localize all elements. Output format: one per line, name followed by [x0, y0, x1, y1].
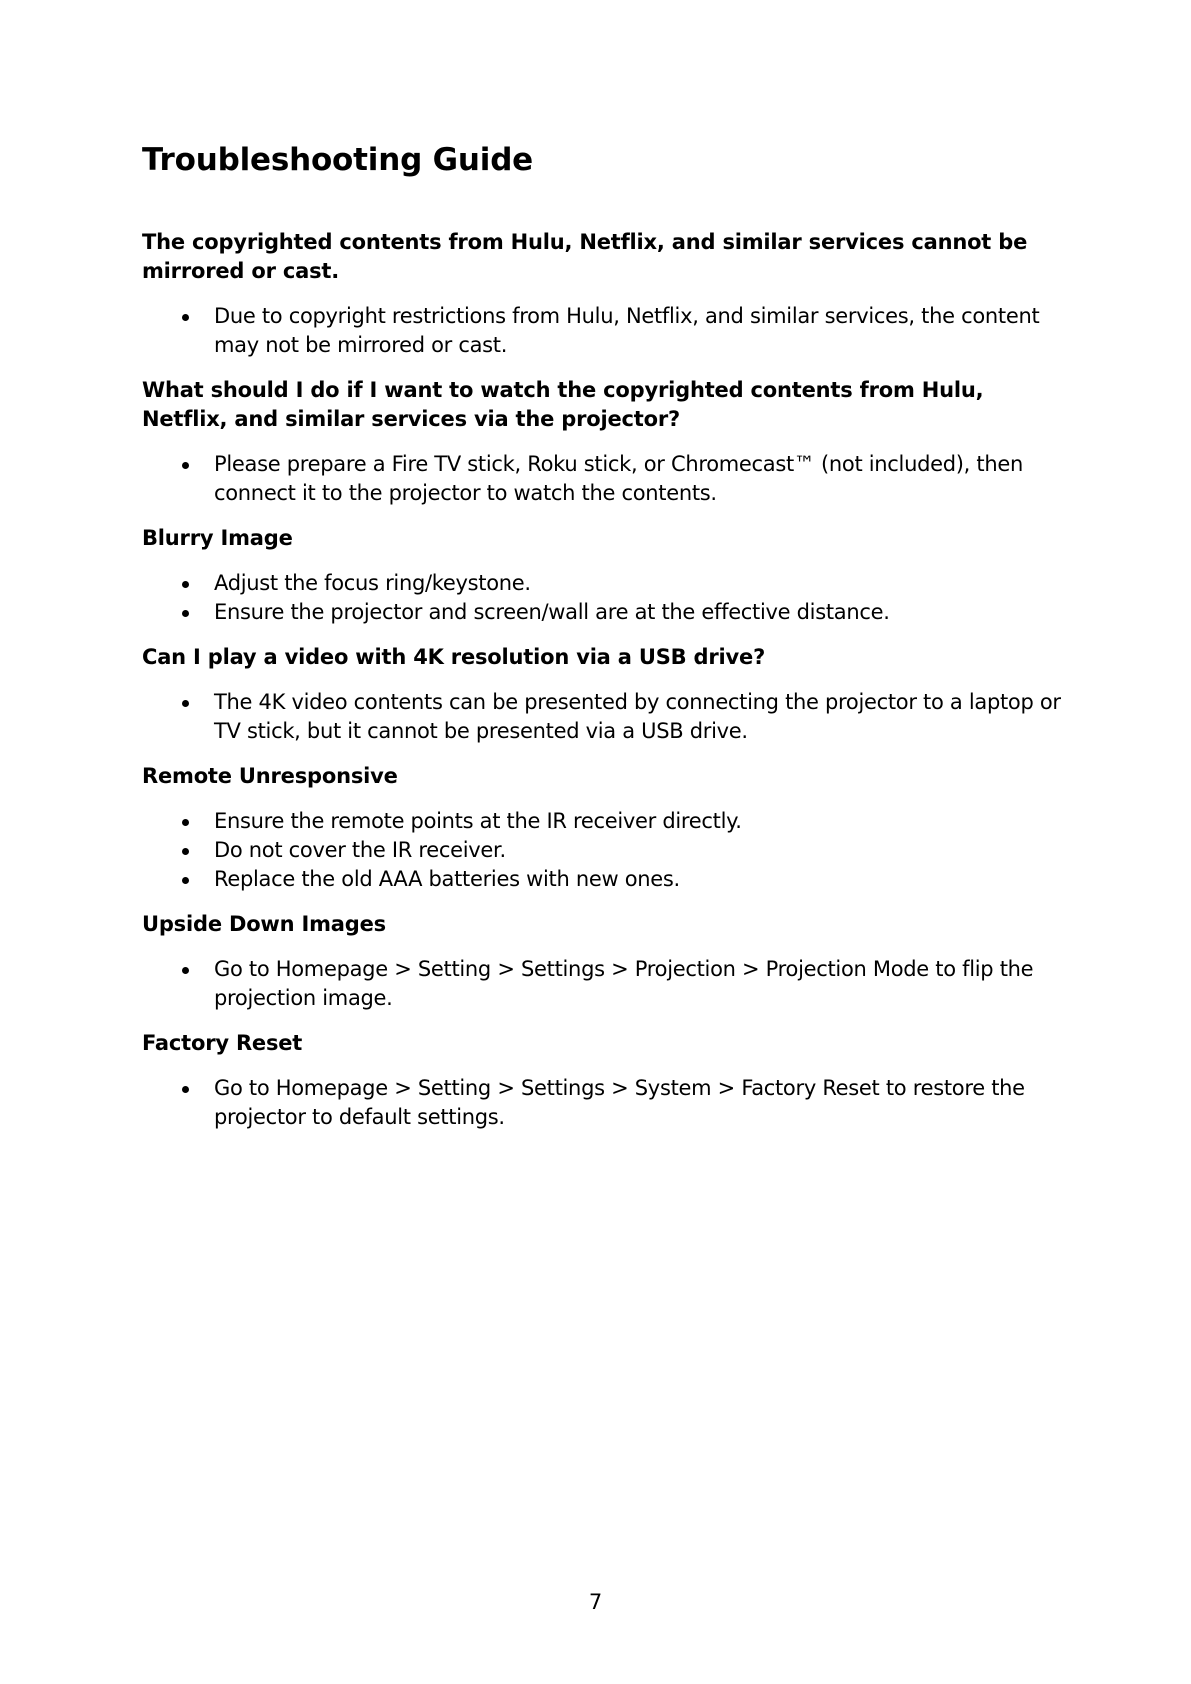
- bullet-list: [142, 688, 1062, 746]
- list-item-text: Please prepare a Fire TV stick, Roku stick, or Chromecast™ (not included), then connect it to the projector to watch the contents.: [214, 452, 1023, 505]
- bullet-icon: [182, 462, 189, 469]
- bullet-icon: [182, 581, 189, 588]
- section-heading: What should I do if I want to watch the copyrighted contents from Hulu, Netflix, and similar services via the projector?: [142, 378, 984, 431]
- list-item-text: Go to Homepage > Setting > Settings > Projection > Projection Mode to flip the projection image.: [214, 957, 1034, 1010]
- section-watch-copyrighted: [142, 376, 1062, 508]
- bullet-list: [142, 955, 1062, 1013]
- bullet-list: [142, 807, 1062, 894]
- list-item: [142, 955, 1062, 1013]
- section-remote-unresponsive: [142, 762, 1062, 894]
- section-blurry-image: [142, 524, 1062, 627]
- list-item-text: Replace the old AAA batteries with new ones.: [214, 867, 680, 891]
- section-heading: Upside Down Images: [142, 912, 386, 936]
- section-heading: Blurry Image: [142, 526, 293, 550]
- list-item: [142, 836, 1062, 865]
- list-item: [142, 865, 1062, 894]
- list-item: [142, 450, 1062, 508]
- section-heading: Can I play a video with 4K resolution via a USB drive?: [142, 645, 766, 669]
- bullet-icon: [182, 700, 189, 707]
- bullet-icon: [182, 877, 189, 884]
- list-item-text: Due to copyright restrictions from Hulu, Netflix, and similar services, the content may not be mirrored or cast.: [214, 304, 1040, 357]
- section-heading: Remote Unresponsive: [142, 764, 398, 788]
- page-title: Troubleshooting Guide: [142, 142, 534, 178]
- section-upside-down-images: [142, 910, 1062, 1013]
- list-item: [142, 569, 1062, 598]
- list-item-text: Go to Homepage > Setting > Settings > System > Factory Reset to restore the projector to default settings.: [214, 1076, 1025, 1129]
- bullet-list: [142, 1074, 1062, 1132]
- section-copyright-mirroring: [142, 228, 1062, 360]
- list-item-text: Ensure the remote points at the IR receiver directly.: [214, 809, 742, 833]
- bullet-icon: [182, 848, 189, 855]
- bullet-icon: [182, 967, 189, 974]
- list-item: [142, 807, 1062, 836]
- bullet-icon: [182, 819, 189, 826]
- list-item-text: The 4K video contents can be presented by connecting the projector to a laptop or TV stick, but it cannot be presented via a USB drive.: [214, 690, 1061, 743]
- list-item-text: Adjust the focus ring/keystone.: [214, 571, 531, 595]
- section-heading: Factory Reset: [142, 1031, 303, 1055]
- bullet-list: [142, 450, 1062, 508]
- list-item: [142, 1074, 1062, 1132]
- document-page: [142, 140, 1062, 1148]
- list-item: [142, 688, 1062, 746]
- bullet-list: [142, 569, 1062, 627]
- list-item-text: Ensure the projector and screen/wall are at the effective distance.: [214, 600, 890, 624]
- section-heading: The copyrighted contents from Hulu, Netflix, and similar services cannot be mirrored or cast.: [142, 230, 1028, 283]
- bullet-icon: [182, 610, 189, 617]
- section-factory-reset: [142, 1029, 1062, 1132]
- list-item: [142, 598, 1062, 627]
- page-number: 7: [588, 1590, 603, 1614]
- bullet-icon: [182, 1086, 189, 1093]
- bullet-list: [142, 302, 1062, 360]
- bullet-icon: [182, 314, 189, 321]
- section-4k-usb: [142, 643, 1062, 746]
- list-item: [142, 302, 1062, 360]
- list-item-text: Do not cover the IR receiver.: [214, 838, 506, 862]
